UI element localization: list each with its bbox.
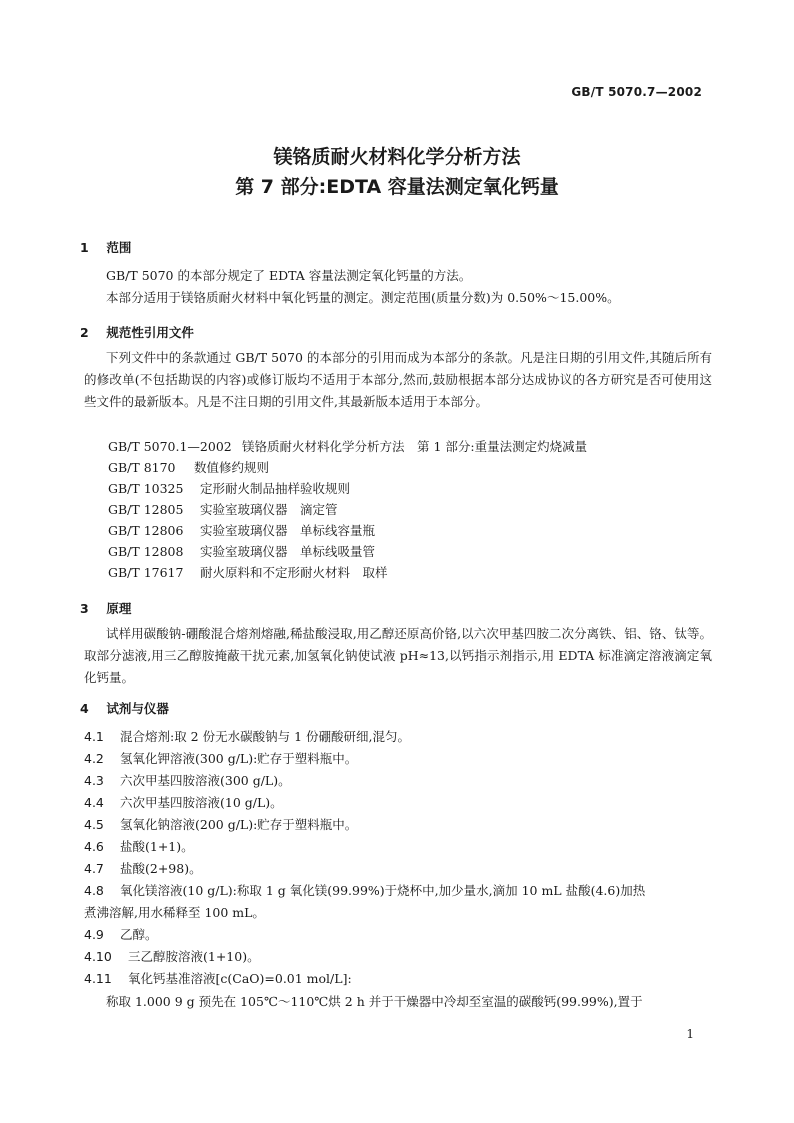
reagent-item [84, 925, 158, 943]
item-text: 氢氧化钾溶液(300 g/L):贮存于塑料瓶中。 [120, 751, 358, 766]
reagent-item-continuation [84, 903, 265, 921]
scope-text-2: 本部分适用于镁铬质耐火材料中氧化钙量的测定。测定范围(质量分数)为 0.50%～15.00%。 [106, 290, 620, 305]
document-title-line1: 镁铬质耐火材料化学分析方法 [273, 146, 521, 168]
item-text: 混合熔剂:取 2 份无水碳酸钠与 1 份硼酸研细,混匀。 [120, 729, 410, 744]
section-title: 试剂与仪器 [106, 701, 169, 716]
reagent-item [84, 793, 283, 811]
reference-title: 数值修约规则 [194, 460, 270, 475]
reference-title: 实验室玻璃仪器 单标线吸量管 [200, 544, 376, 559]
reagent-item [84, 969, 352, 987]
item-number: 4.9 [84, 927, 104, 942]
item-text: 盐酸(2+98)。 [120, 861, 202, 876]
reference-entry [108, 437, 587, 455]
calcium-standard-paragraph [84, 991, 712, 1013]
page-number: 1 [686, 1027, 694, 1041]
reagent-item [84, 771, 291, 789]
reference-entry [108, 521, 375, 539]
item-number: 4.1 [84, 729, 104, 744]
reference-entry [108, 479, 350, 497]
principle-text: 试样用碳酸钠-硼酸混合熔剂熔融,稀盐酸浸取,用乙醇还原高价铬,以六次甲基四胺二次分离铁、铝、铬、钛等。取部分滤液,用三乙醇胺掩蔽干扰元素,加氢氧化钠使试液 pH≈13,以钙指示剂指示,用 EDTA 标准滴定溶液滴定氧化钙量。 [84, 626, 712, 685]
section-title: 范围 [106, 240, 132, 255]
item-text: 氢氧化钠溶液(200 g/L):贮存于塑料瓶中。 [120, 817, 358, 832]
reference-entry [108, 542, 375, 560]
reagent-item [84, 947, 260, 965]
reference-entry [108, 500, 338, 518]
item-number: 4.10 [84, 949, 112, 964]
standard-code-header: GB/T 5070.7—2002 [571, 85, 702, 99]
item-number: 4.7 [84, 861, 104, 876]
reference-title: 镁铬质耐火材料化学分析方法 第 1 部分:重量法测定灼烧减量 [242, 439, 588, 454]
reference-title: 定形耐火制品抽样验收规则 [200, 481, 351, 496]
item-text: 氧化镁溶液(10 g/L):称取 1 g 氧化镁(99.99%)于烧杯中,加少量水,滴加 10 mL 盐酸(4.6)加热 [120, 883, 646, 898]
reference-title: 实验室玻璃仪器 滴定管 [200, 502, 338, 517]
reference-title: 实验室玻璃仪器 单标线容量瓶 [200, 523, 376, 538]
reference-code: GB/T 8170 [108, 460, 176, 475]
reference-entry [108, 458, 269, 476]
item-number: 4.6 [84, 839, 104, 854]
section-number: 1 [80, 240, 89, 255]
section-number: 4 [80, 701, 89, 716]
scope-text-1: GB/T 5070 的本部分规定了 EDTA 容量法测定氧化钙量的方法。 [106, 268, 472, 283]
item-number: 4.8 [84, 883, 104, 898]
section-heading-reagents [80, 699, 169, 717]
item-number: 4.5 [84, 817, 104, 832]
reagent-item [84, 749, 357, 767]
reference-title: 耐火原料和不定形耐火材料 取样 [200, 565, 388, 580]
reference-code: GB/T 12806 [108, 523, 184, 538]
scope-paragraph-2 [84, 287, 712, 309]
reagent-item [84, 881, 645, 899]
item-number: 4.4 [84, 795, 104, 810]
section-heading-principle [80, 599, 131, 617]
item-number: 4.2 [84, 751, 104, 766]
reference-code: GB/T 5070.1—2002 [108, 439, 232, 454]
reference-entry [108, 563, 388, 581]
section-title: 规范性引用文件 [106, 325, 194, 340]
reference-code: GB/T 10325 [108, 481, 184, 496]
scope-paragraph-1 [84, 265, 712, 287]
reference-code: GB/T 17617 [108, 565, 184, 580]
item-text: 氧化钙基准溶液[c(CaO)=0.01 mol/L]: [128, 971, 352, 986]
normative-intro-text: 下列文件中的条款通过 GB/T 5070 的本部分的引用而成为本部分的条款。凡是注日期的引用文件,其随后所有的修改单(不包括勘误的内容)或修订版均不适用于本部分,然而,鼓励根据本部分达成协议的各方研究是否可使用这些文件的最新版本。凡是不注日期的引用文件,其最新版本适用于本部分。 [84, 350, 712, 409]
document-title-line2: 第 7 部分:EDTA 容量法测定氧化钙量 [235, 176, 559, 198]
section-number: 3 [80, 601, 89, 616]
reagent-item [84, 837, 194, 855]
normative-intro-paragraph [84, 347, 712, 413]
section-heading-scope [80, 238, 131, 256]
reagent-item [84, 815, 357, 833]
item-text: 三乙醇胺溶液(1+10)。 [128, 949, 260, 964]
item-number: 4.3 [84, 773, 104, 788]
reference-code: GB/T 12805 [108, 502, 184, 517]
principle-paragraph [84, 623, 712, 689]
item-text: 六次甲基四胺溶液(300 g/L)。 [120, 773, 291, 788]
section-title: 原理 [106, 601, 132, 616]
section-heading-normative [80, 323, 194, 341]
item-text: 盐酸(1+1)。 [120, 839, 194, 854]
item-text: 乙醇。 [120, 927, 158, 942]
item-number: 4.11 [84, 971, 112, 986]
reference-code: GB/T 12808 [108, 544, 184, 559]
item-text-continued: 煮沸溶解,用水稀释至 100 mL。 [84, 905, 265, 920]
reagent-item [84, 727, 410, 745]
item-text: 六次甲基四胺溶液(10 g/L)。 [120, 795, 283, 810]
calcium-standard-text: 称取 1.000 9 g 预先在 105℃～110℃烘 2 h 并于干燥器中冷却至室温的碳酸钙(99.99%),置于 [106, 994, 643, 1009]
reagent-item [84, 859, 202, 877]
section-number: 2 [80, 325, 89, 340]
